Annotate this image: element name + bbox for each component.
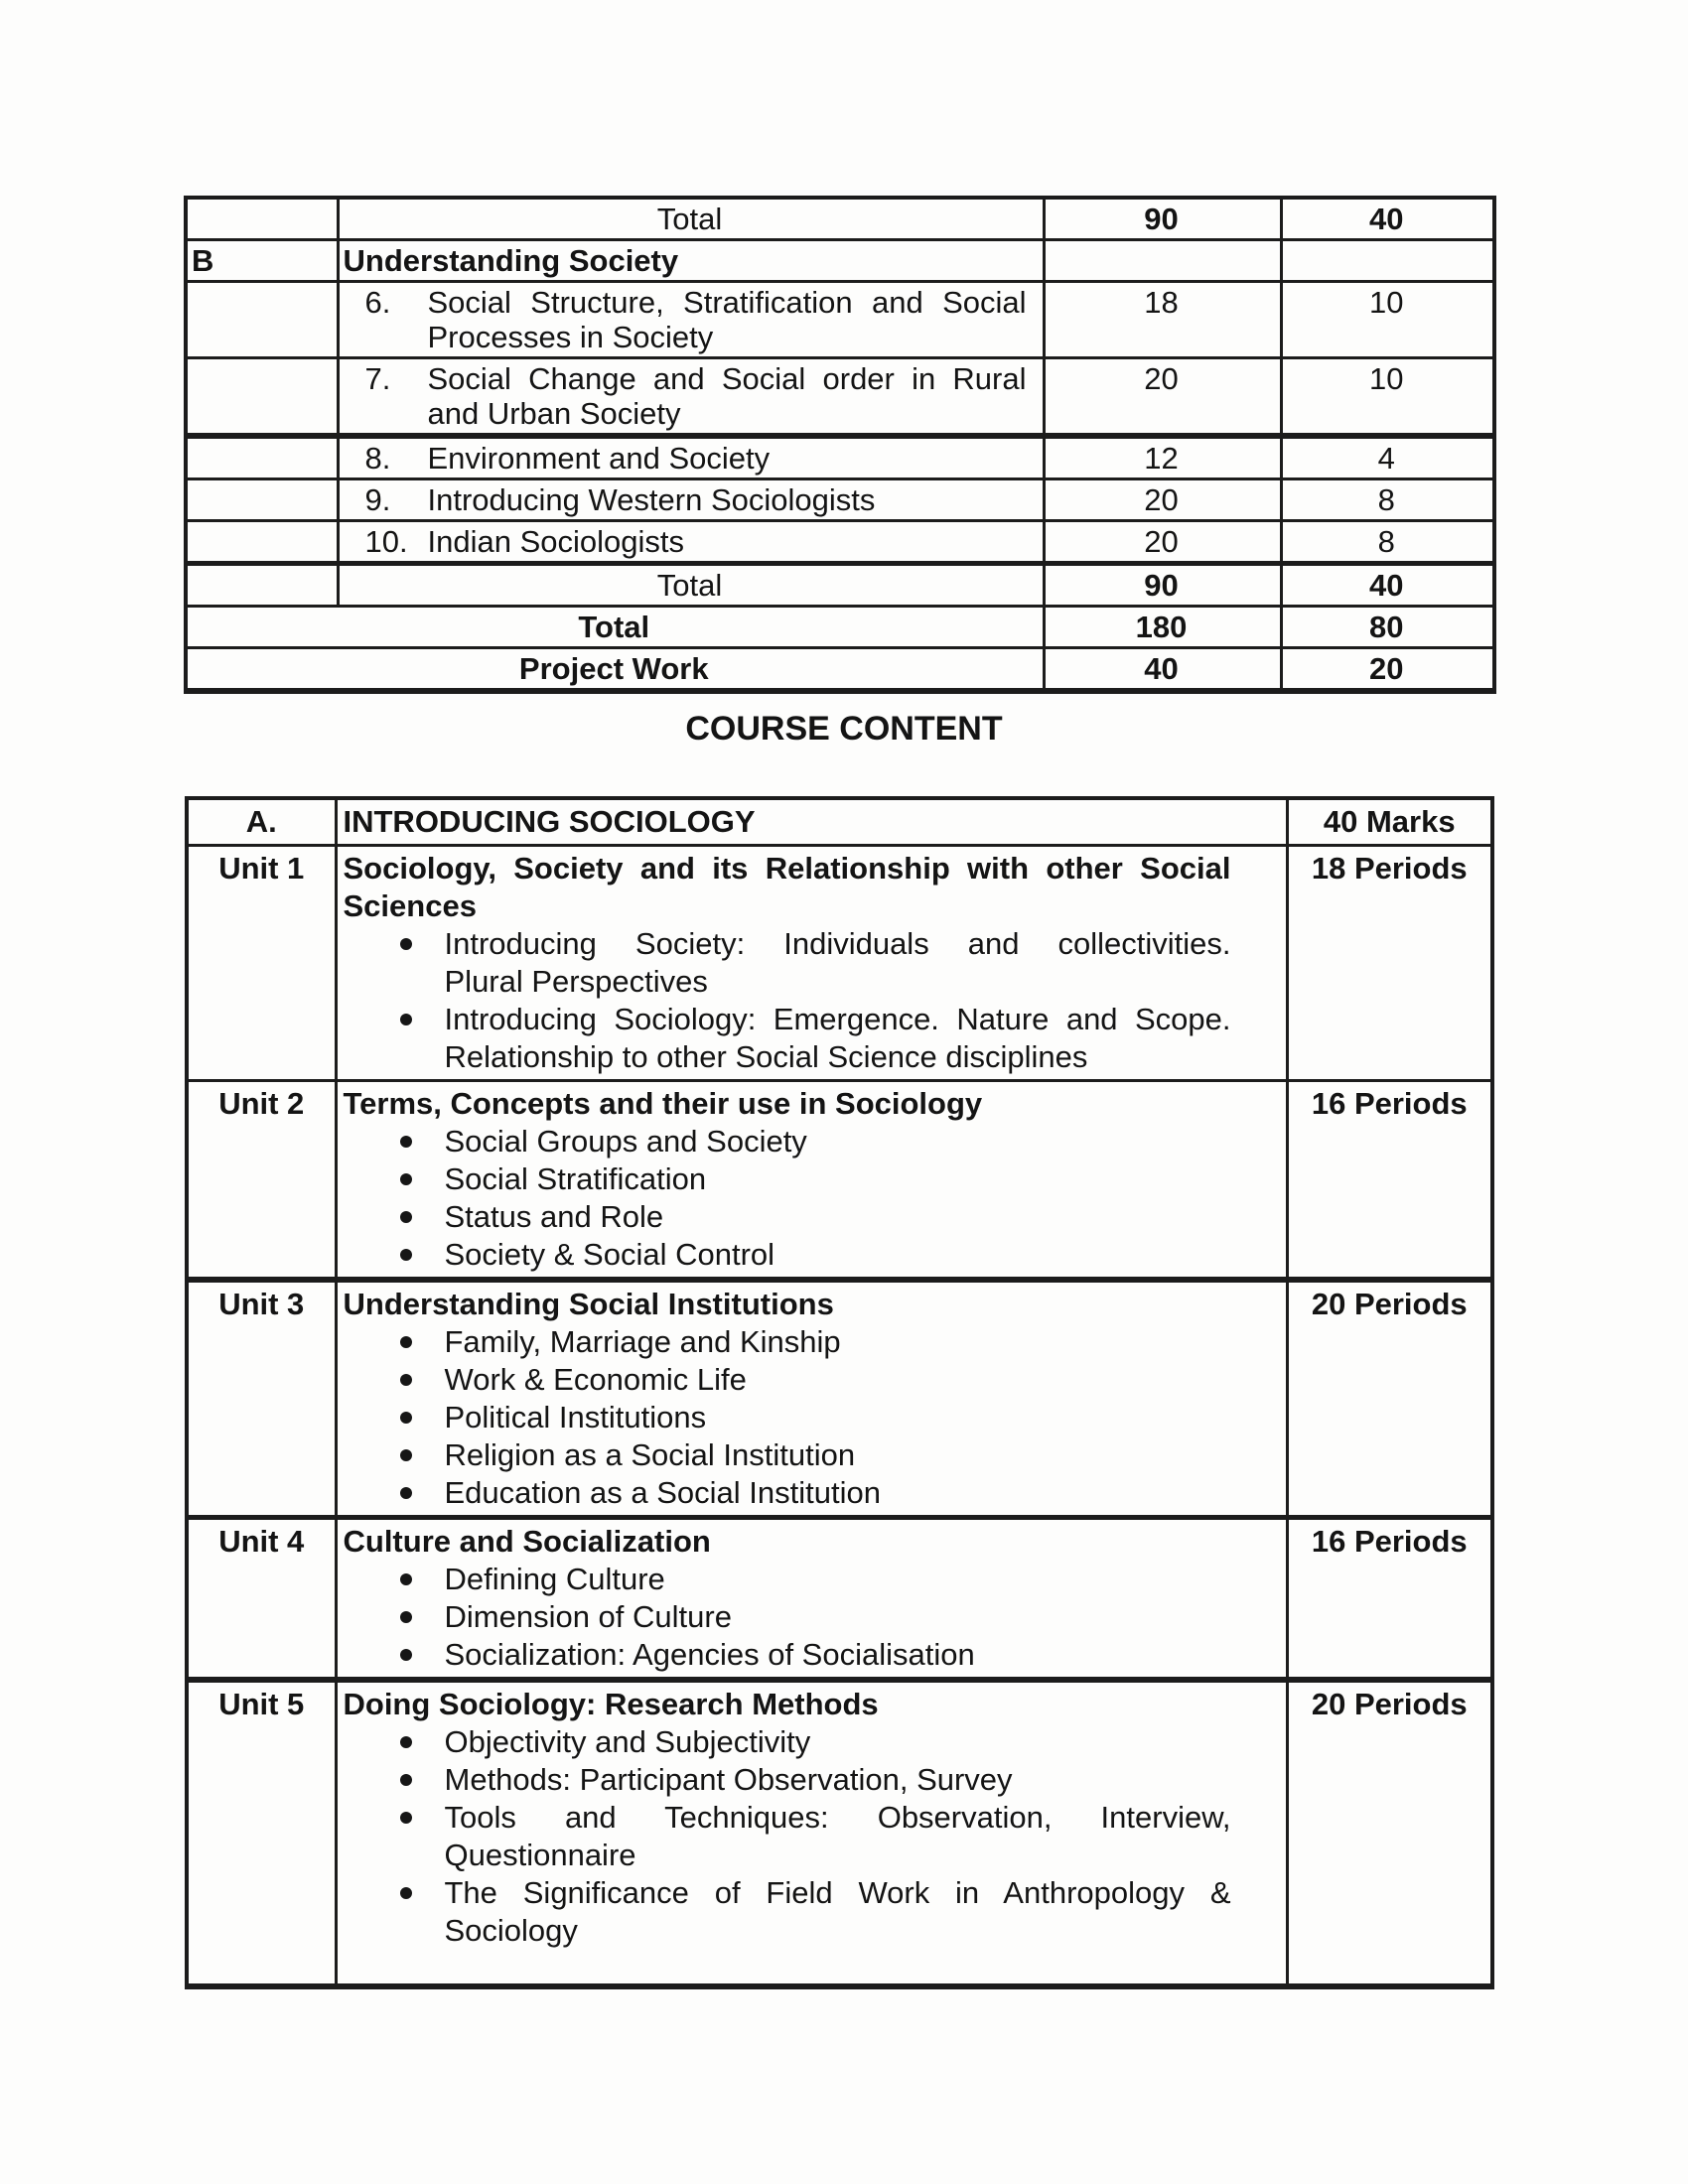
marks-value-cell	[1281, 607, 1494, 648]
table-row	[186, 607, 1494, 648]
bullet-icon	[400, 1249, 412, 1261]
unit-bullet-list	[344, 1723, 1280, 1950]
section-letter-cell	[186, 240, 338, 282]
unit-title	[344, 1085, 1280, 1123]
text-line: Unit 2	[218, 1086, 305, 1121]
section-letter-cell	[186, 436, 338, 479]
bullet-icon	[400, 1487, 412, 1499]
text-line: Social Structure, Stratification and Social	[427, 285, 1027, 320]
table-row	[186, 240, 1494, 282]
bullet-icon	[400, 1736, 412, 1748]
text-line: Religion as a Social Institution	[444, 1437, 856, 1472]
section-letter-cell	[186, 358, 338, 437]
unit-row	[187, 1280, 1492, 1518]
text-line: Defining Culture	[444, 1562, 665, 1596]
unit-content-cell	[336, 1081, 1287, 1281]
numbered-topic	[344, 361, 1037, 431]
topic-cell	[338, 564, 1044, 607]
table-row	[186, 479, 1494, 521]
text-line: Dimension of Culture	[444, 1599, 732, 1634]
section-letter-cell	[186, 198, 338, 240]
unit-row	[187, 1081, 1492, 1281]
list-item	[344, 1761, 1280, 1799]
text-line: 40	[1369, 568, 1404, 603]
list-item	[344, 1236, 1280, 1274]
text-line: 40	[1369, 202, 1404, 236]
text-line: INTRODUCING SOCIOLOGY	[343, 804, 756, 839]
unit-content-cell	[336, 846, 1287, 1081]
text-line: Culture and Socialization	[343, 1524, 711, 1559]
text-line: Objectivity and Subjectivity	[444, 1724, 811, 1759]
unit-title	[344, 1286, 1280, 1323]
list-item	[344, 1436, 1280, 1474]
table-row	[186, 436, 1494, 479]
topic-cell	[338, 521, 1044, 564]
list-item	[344, 1799, 1280, 1874]
section-letter-cell	[187, 798, 336, 846]
text-line: Processes in Society	[427, 320, 714, 354]
bullet-icon	[400, 1887, 412, 1899]
unit-title	[344, 1523, 1280, 1561]
text-line: Introducing Society: Individuals and collectivities.	[444, 926, 1231, 961]
total-label-cell	[186, 648, 1044, 692]
text-line: A.	[245, 804, 277, 839]
text-line: 20	[1144, 524, 1179, 559]
periods-value-cell	[1044, 240, 1281, 282]
marks-value-cell	[1281, 282, 1494, 358]
text-line: Terms, Concepts and their use in Sociology	[343, 1086, 983, 1121]
periods-cell	[1287, 1518, 1492, 1681]
periods-value-cell	[1044, 607, 1281, 648]
bullet-icon	[400, 1136, 412, 1148]
item-number: 8.	[364, 441, 391, 476]
periods-value-cell	[1044, 648, 1281, 692]
topic-cell	[338, 358, 1044, 437]
text-line: Total	[656, 202, 723, 236]
text-line: Tools and Techniques: Observation, Interview,	[444, 1800, 1231, 1835]
text-line: Methods: Participant Observation, Survey	[444, 1762, 1013, 1797]
bullet-icon	[400, 1573, 412, 1585]
text-line: Political Institutions	[444, 1400, 707, 1434]
table-row	[186, 198, 1494, 240]
text-line: Environment and Society	[427, 441, 771, 476]
unit-title	[344, 1686, 1280, 1723]
table-row	[186, 521, 1494, 564]
marks-value-cell	[1281, 479, 1494, 521]
periods-cell	[1287, 1680, 1492, 1986]
text-line: Education as a Social Institution	[444, 1475, 881, 1510]
periods-cell	[1287, 1081, 1492, 1281]
unit-content-cell	[336, 1680, 1287, 1986]
periods-cell	[1287, 1280, 1492, 1518]
course-content-table	[185, 796, 1494, 1989]
marks-table-body	[186, 198, 1494, 691]
list-item	[344, 1001, 1280, 1076]
text-line: The Significance of Field Work in Anthropology &	[444, 1875, 1231, 1910]
bullet-icon	[400, 1014, 412, 1025]
text-line: 20	[1369, 651, 1404, 686]
list-item	[344, 1361, 1280, 1399]
text-line: and Urban Society	[427, 396, 681, 431]
topic-cell	[338, 436, 1044, 479]
text-line: Sociology	[444, 1913, 578, 1948]
text-line: 20	[1144, 361, 1179, 396]
text-line: Sciences	[343, 888, 477, 923]
total-label-cell	[186, 607, 1044, 648]
unit-label-cell	[187, 846, 336, 1081]
text-line: 10	[1369, 285, 1404, 320]
list-item	[344, 1198, 1280, 1236]
unit-content-cell	[336, 1518, 1287, 1681]
text-line: 8	[1377, 524, 1395, 559]
item-number: 9.	[364, 482, 391, 517]
text-line: Social Stratification	[444, 1161, 707, 1196]
marks-value-cell	[1281, 564, 1494, 607]
bullet-icon	[400, 1374, 412, 1386]
unit-label-cell	[187, 1081, 336, 1281]
text-line: 20	[1144, 482, 1179, 517]
unit-row	[187, 1518, 1492, 1681]
periods-value-cell	[1044, 436, 1281, 479]
marks-cell	[1287, 798, 1492, 846]
unit-label-cell	[187, 1680, 336, 1986]
text-line: Doing Sociology: Research Methods	[343, 1687, 879, 1721]
text-line: Status and Role	[444, 1199, 664, 1234]
item-number: 10.	[364, 524, 408, 559]
text-line: B	[192, 243, 214, 278]
unit-bullet-list	[344, 1561, 1280, 1674]
item-number: 7.	[364, 361, 391, 396]
topic-cell	[338, 198, 1044, 240]
marks-value-cell	[1281, 648, 1494, 692]
section-letter-cell	[186, 564, 338, 607]
text-line: 80	[1369, 610, 1404, 644]
section-title-cell	[336, 798, 1287, 846]
unit-bullet-list	[344, 925, 1280, 1076]
text-line: Questionnaire	[444, 1838, 636, 1872]
text-line: Introducing Sociology: Emergence. Nature and Scope.	[444, 1002, 1231, 1036]
section-letter-cell	[186, 479, 338, 521]
list-item	[344, 1123, 1280, 1160]
text-line: 90	[1144, 202, 1179, 236]
text-line: Unit 3	[218, 1287, 305, 1321]
list-item	[344, 1874, 1280, 1950]
text-line: 10	[1369, 361, 1404, 396]
bullet-icon	[400, 1649, 412, 1661]
text-line: Understanding Society	[343, 243, 679, 278]
unit-title	[344, 850, 1280, 925]
table-row	[186, 282, 1494, 358]
item-number: 6.	[364, 285, 391, 320]
text-line: Unit 5	[218, 1687, 305, 1721]
periods-value-cell	[1044, 358, 1281, 437]
text-line: 12	[1144, 441, 1179, 476]
section-letter-cell	[186, 282, 338, 358]
unit-label-cell	[187, 1280, 336, 1518]
text-line: 8	[1377, 482, 1395, 517]
unit-label-cell	[187, 1518, 336, 1681]
course-content-heading: COURSE CONTENT	[685, 710, 1003, 748]
numbered-topic	[344, 524, 1037, 559]
text-line: Introducing Western Sociologists	[427, 482, 876, 517]
bullet-icon	[400, 1412, 412, 1424]
text-line: Unit 4	[218, 1524, 305, 1559]
text-line: 16 Periods	[1311, 1086, 1468, 1121]
unit-row	[187, 846, 1492, 1081]
list-item	[344, 1598, 1280, 1636]
text-line: 18 Periods	[1311, 851, 1468, 886]
topic-cell	[338, 282, 1044, 358]
table-row	[186, 564, 1494, 607]
unit-content-cell	[336, 1280, 1287, 1518]
marks-value-cell	[1281, 436, 1494, 479]
marks-table	[184, 196, 1496, 694]
bullet-icon	[400, 1611, 412, 1623]
marks-value-cell	[1281, 240, 1494, 282]
course-table-body	[187, 798, 1492, 1986]
text-line: Sociology, Society and its Relationship with other Social	[343, 851, 1231, 886]
text-line: 16 Periods	[1311, 1524, 1468, 1559]
text-line: 20 Periods	[1311, 1687, 1468, 1721]
text-line: 20 Periods	[1311, 1287, 1468, 1321]
text-line: 90	[1144, 568, 1179, 603]
list-item	[344, 1561, 1280, 1598]
topic-cell	[338, 240, 1044, 282]
text-line: 180	[1135, 610, 1188, 644]
numbered-topic	[344, 285, 1037, 354]
list-item	[344, 1474, 1280, 1512]
periods-value-cell	[1044, 521, 1281, 564]
text-line: 4	[1377, 441, 1395, 476]
text-line: Unit 1	[218, 851, 305, 886]
text-line: Project Work	[518, 651, 709, 686]
section-letter-cell	[186, 521, 338, 564]
text-line: Indian Sociologists	[427, 524, 684, 559]
table-row	[186, 358, 1494, 437]
table-row	[187, 798, 1492, 846]
unit-row	[187, 1680, 1492, 1986]
text-line: Social Groups and Society	[444, 1124, 807, 1159]
periods-value-cell	[1044, 564, 1281, 607]
text-line: Relationship to other Social Science disciplines	[444, 1039, 1088, 1074]
list-item	[344, 1399, 1280, 1436]
text-line: Plural Perspectives	[444, 964, 708, 999]
unit-bullet-list	[344, 1323, 1280, 1512]
table-row	[186, 648, 1494, 692]
bullet-icon	[400, 1173, 412, 1185]
text-line: 40 Marks	[1323, 804, 1456, 839]
numbered-topic	[344, 482, 1037, 517]
text-line: Total	[656, 568, 723, 603]
topic-cell	[338, 479, 1044, 521]
bullet-icon	[400, 1812, 412, 1824]
text-line: Total	[578, 610, 650, 644]
bullet-icon	[400, 938, 412, 950]
bullet-icon	[400, 1449, 412, 1461]
list-item	[344, 1723, 1280, 1761]
list-item	[344, 1160, 1280, 1198]
bullet-icon	[400, 1211, 412, 1223]
text-line: Understanding Social Institutions	[343, 1287, 834, 1321]
periods-value-cell	[1044, 198, 1281, 240]
text-line: Work & Economic Life	[444, 1362, 747, 1397]
bullet-icon	[400, 1336, 412, 1348]
list-item	[344, 925, 1280, 1001]
marks-value-cell	[1281, 521, 1494, 564]
text-line: 40	[1144, 651, 1179, 686]
list-item	[344, 1636, 1280, 1674]
marks-value-cell	[1281, 198, 1494, 240]
unit-bullet-list	[344, 1123, 1280, 1274]
periods-value-cell	[1044, 479, 1281, 521]
list-item	[344, 1323, 1280, 1361]
text-line: Socialization: Agencies of Socialisation	[444, 1637, 975, 1672]
marks-value-cell	[1281, 358, 1494, 437]
bullet-icon	[400, 1774, 412, 1786]
periods-cell	[1287, 846, 1492, 1081]
text-line: 18	[1144, 285, 1179, 320]
periods-value-cell	[1044, 282, 1281, 358]
numbered-topic	[344, 441, 1037, 476]
text-line: Family, Marriage and Kinship	[444, 1324, 841, 1359]
text-line: Society & Social Control	[444, 1237, 775, 1272]
text-line: Social Change and Social order in Rural	[427, 361, 1027, 396]
